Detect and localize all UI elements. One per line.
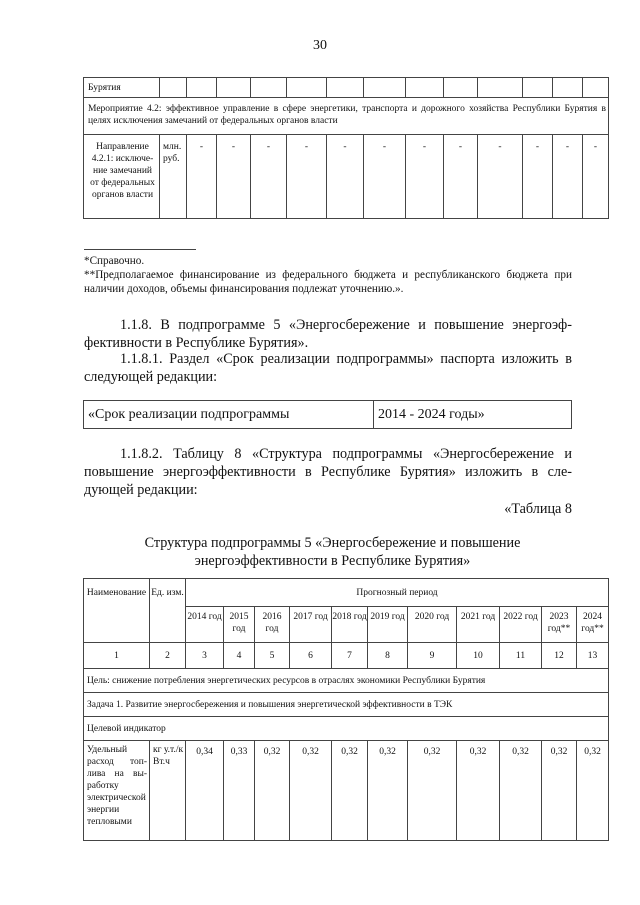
- year-header: 2015 год: [224, 607, 255, 643]
- table-row: [84, 98, 609, 135]
- value-cell: -: [187, 135, 217, 219]
- value-cell: 0,33: [224, 741, 255, 841]
- column-number: 7: [332, 643, 368, 669]
- table-row: [84, 78, 609, 98]
- table-row: [84, 135, 609, 219]
- column-number: 12: [542, 643, 577, 669]
- value-cell: 0,32: [332, 741, 368, 841]
- task-cell: Задача 1. Развитие энергосбережения и повышения энергетической эффективности в ТЭК: [84, 693, 609, 717]
- period-label: «Срок реализации подпрограммы: [84, 401, 374, 429]
- financing-table: [83, 77, 609, 219]
- period-value: 2014 - 2024 годы»: [374, 401, 572, 429]
- year-header: 2018 год: [332, 607, 368, 643]
- region-cell: Бурятия: [84, 78, 160, 98]
- year-header: 2024 год**: [577, 607, 609, 643]
- value-cell: -: [523, 135, 553, 219]
- table-row: [84, 741, 609, 841]
- structure-title-line2: энергоэффективности в Республике Бурятия»: [194, 553, 471, 569]
- indicator-unit: кг у.т./к Вт.ч: [150, 741, 186, 841]
- year-header: 2016 год: [255, 607, 290, 643]
- year-header: 2020 год: [408, 607, 457, 643]
- column-number: 13: [577, 643, 609, 669]
- indicator-cell: Целевой индикатор: [84, 717, 609, 741]
- value-cell: 0,32: [457, 741, 500, 841]
- year-header: 2021 год: [457, 607, 500, 643]
- value-cell: 0,34: [186, 741, 224, 841]
- page-number: 30: [313, 38, 327, 53]
- value-cell: -: [251, 135, 287, 219]
- column-number: 9: [408, 643, 457, 669]
- footnote-reference: *Справочно.: [84, 255, 145, 267]
- column-number: 3: [186, 643, 224, 669]
- year-header: 2019 год: [368, 607, 408, 643]
- value-cell: 0,32: [500, 741, 542, 841]
- value-cell: 0,32: [290, 741, 332, 841]
- column-header-unit: Ед. изм.: [150, 579, 186, 643]
- value-cell: -: [287, 135, 327, 219]
- footnote-forecast: **Предполагаемое финансирование из федерального бюджета и республиканского бюджета при наличии доходов, объемы финансирования подлежат уточнению.».: [84, 269, 572, 295]
- structure-title-line1: Структура подпрограммы 5 «Энергосбережение и повышение: [144, 535, 521, 551]
- period-table: [83, 400, 572, 429]
- table-row: [84, 669, 609, 693]
- value-cell: -: [444, 135, 478, 219]
- goal-cell: Цель: снижение потребления энергетических ресурсов в отраслях экономики Республики Бурятия: [84, 669, 609, 693]
- value-cell: 0,32: [255, 741, 290, 841]
- direction-cell: Направление 4.2.1: исключение замечаний от федеральных органов власти: [84, 135, 160, 219]
- paragraph-1-1-8-2: 1.1.8.2. Таблицу 8 «Структура подпрограммы «Энергосбережение и повышение энергоэффективности в Республике Бурятия» изложить в следующей редакции:: [84, 446, 572, 498]
- value-cell: -: [364, 135, 406, 219]
- measure-cell: Мероприятие 4.2: эффективное управление в сфере энергетики, транспорта и дорожного хозяйства Республики Бурятия в целях исключения замечаний от федеральных органов власти: [84, 98, 609, 135]
- column-number: 4: [224, 643, 255, 669]
- column-number: 6: [290, 643, 332, 669]
- value-cell: -: [478, 135, 523, 219]
- value-cell: -: [217, 135, 251, 219]
- value-cell: -: [327, 135, 364, 219]
- value-cell: -: [406, 135, 444, 219]
- value-cell: 0,32: [408, 741, 457, 841]
- value-cell: -: [553, 135, 583, 219]
- column-number-row: [84, 643, 609, 669]
- column-number: 5: [255, 643, 290, 669]
- year-header: 2023 год**: [542, 607, 577, 643]
- paragraph-1-1-8: 1.1.8. В подпрограмме 5 «Энергосбережение и повышение энергоэффективности в Республике Бурятия».: [84, 317, 572, 351]
- structure-table: [83, 578, 609, 841]
- table-row: [84, 717, 609, 741]
- paragraph-1-1-8-1: 1.1.8.1. Раздел «Срок реализации подпрограммы» паспорта изложить в следующей редакции:: [84, 351, 572, 385]
- indicator-name: Удельный расход топлива на выработку электрической энергии тепловыми: [84, 741, 150, 841]
- table-header-row: [84, 579, 609, 607]
- year-header: 2017 год: [290, 607, 332, 643]
- year-header: 2014 год: [186, 607, 224, 643]
- column-number: 11: [500, 643, 542, 669]
- value-cell: -: [583, 135, 609, 219]
- unit-cell: млн. руб.: [160, 135, 187, 219]
- year-header: 2022 год: [500, 607, 542, 643]
- column-number: 2: [150, 643, 186, 669]
- column-number: 8: [368, 643, 408, 669]
- value-cell: 0,32: [577, 741, 609, 841]
- column-number: 10: [457, 643, 500, 669]
- column-number: 1: [84, 643, 150, 669]
- table-reference: «Таблица 8: [504, 501, 572, 517]
- footnote-rule: [84, 249, 196, 250]
- column-header-forecast: Прогнозный период: [186, 579, 609, 607]
- value-cell: 0,32: [542, 741, 577, 841]
- table-row: [84, 693, 609, 717]
- value-cell: 0,32: [368, 741, 408, 841]
- column-header-name: Наименование: [84, 579, 150, 643]
